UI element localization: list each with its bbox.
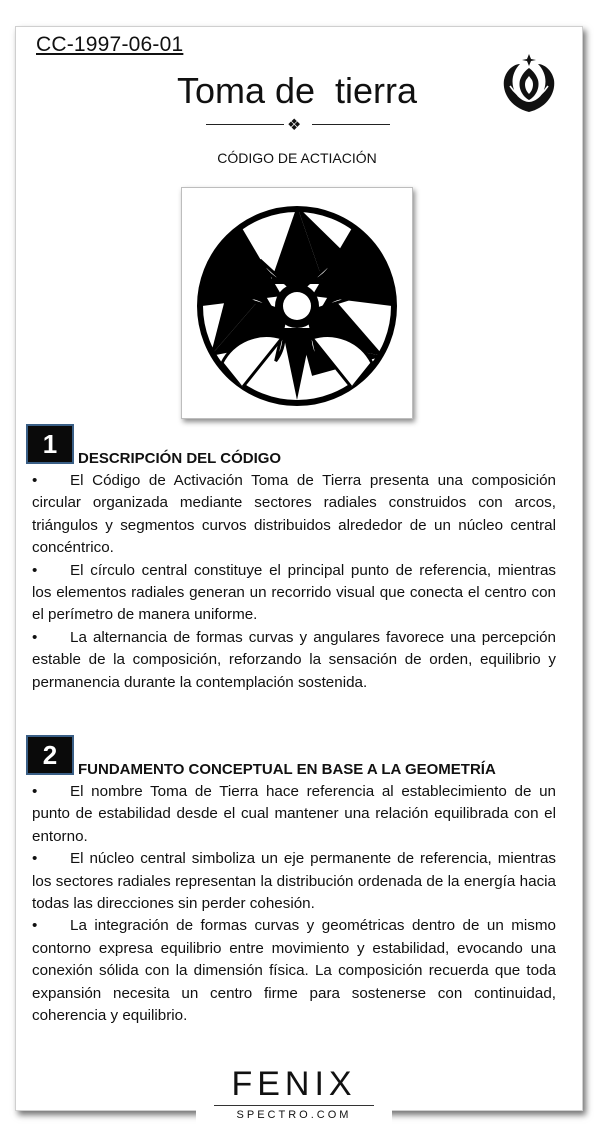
ornament-icon: ❖ [287, 117, 302, 134]
footer-brand [196, 1065, 392, 1134]
title-rule-left [206, 124, 284, 125]
document-code: CC-1997-06-01 [36, 33, 184, 56]
section-2-number: 2 [28, 737, 72, 773]
brand-url: SPECTRO.COM [236, 1109, 352, 1121]
brand-name: FENIX [231, 1065, 357, 1103]
section-1-title: DESCRIPCIÓN DEL CÓDIGO [78, 450, 282, 467]
subtitle: CÓDIGO DE ACTIACIÓN [217, 150, 377, 166]
section-2-body [32, 781, 556, 1027]
title-rule-right [312, 124, 390, 125]
section-2-title: FUNDAMENTO CONCEPTUAL EN BASE A LA GEOMETRÍA [78, 761, 496, 778]
list-item: • La alternancia de formas curvas y angulares favorece una percepción estable de la composición, reforzando la sensación de orden, equilibrio y permanencia durante la contemplación sostenida. [32, 628, 556, 691]
list-item: • El Código de Activación Toma de Tierra presenta una composición circular organizada mediante sectores radiales construidos con arcos, triángulos y segmentos curvos distribuidos alrededor de un núcleo central concéntrico. [32, 472, 556, 557]
page-title: Toma de tierra [176, 70, 418, 111]
section-1-number: 1 [28, 426, 72, 462]
emblem-frame [181, 187, 413, 419]
earth-code-emblem-icon [182, 188, 412, 418]
list-item: • El círculo central constituye el principal punto de referencia, mientras los elementos radiales generan un recorrido visual que conecta el centro con el perímetro de manera uniforme. [32, 561, 556, 624]
list-item: • El núcleo central simboliza un eje permanente de referencia, mientras los sectores radiales representan la distribución ordenada de la energía hacia todas las direcciones sin perder cohesión. [32, 850, 556, 913]
list-item: • La integración de formas curvas y geométricas dentro de un mismo contorno expresa equilibrio entre movimiento y estabilidad, evocando una conexión sólida con la dimensión física. La composición recuerda que toda expansión necesita un centro firme para sostenerse con continuidad, coherencia y equilibrio. [32, 917, 556, 1025]
phoenix-logo-icon [498, 50, 560, 116]
list-item: • El nombre Toma de Tierra hace referencia al establecimiento de un punto de estabilidad desde el cual mantener una relación equilibrada con el entorno. [32, 783, 556, 845]
brand-divider [214, 1105, 374, 1106]
section-1-body [32, 470, 556, 694]
